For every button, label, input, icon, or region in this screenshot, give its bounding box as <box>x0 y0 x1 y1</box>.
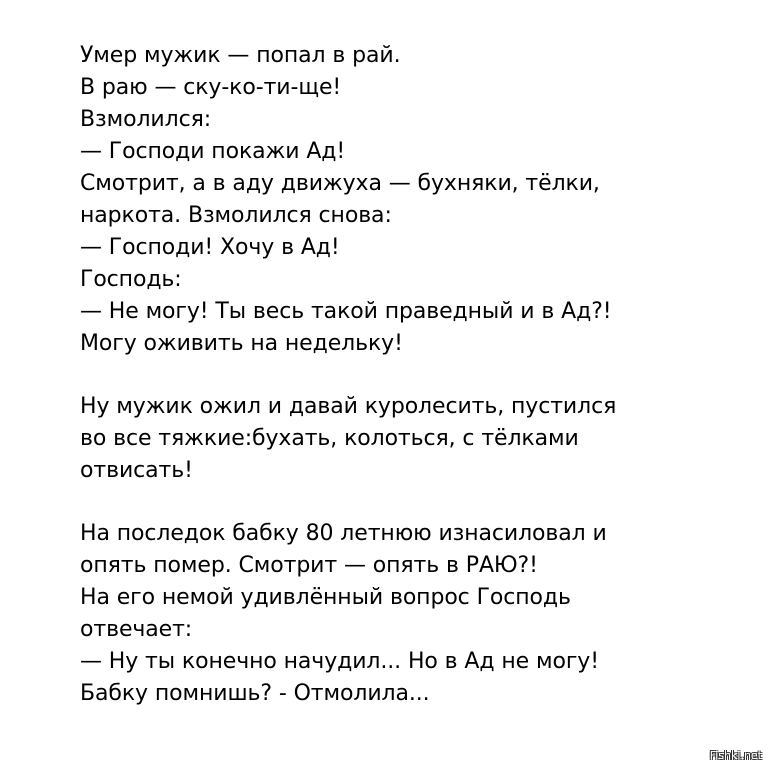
text-line: Ну мужик ожил и давай куролесить, пустился <box>80 394 617 419</box>
text-line: Могу оживить на недельку! <box>80 331 403 356</box>
text-line: Умер мужик — попал в рай. <box>80 43 401 68</box>
paragraph-gap <box>80 487 750 518</box>
text-line: — Ну ты конечно начудил... Но в Ад не могу! <box>80 649 599 674</box>
joke-text <box>80 40 750 710</box>
text-line: отвечает: <box>80 617 193 642</box>
text-line: отвисать! <box>80 458 193 483</box>
text-line: Бабку помнишь? - Отмолила... <box>80 681 430 706</box>
text-line: В раю — ску-ко-ти-ще! <box>80 75 342 100</box>
text-line: опять помер. Смотрит — опять в РАЮ?! <box>80 553 538 578</box>
paragraph-gap <box>80 360 750 391</box>
watermark-logo: Fishki.net <box>709 749 762 762</box>
text-line: Смотрит, а в аду движуха — бухняки, тёлки, <box>80 171 600 196</box>
text-line: наркота. Взмолился снова: <box>80 203 392 228</box>
text-line: во все тяжкие:бухать, колоться, с тёлками <box>80 426 579 451</box>
text-line: Господь: <box>80 267 182 292</box>
text-line: На его немой удивлённый вопрос Господь <box>80 585 571 610</box>
paragraph-1 <box>80 40 750 360</box>
text-line: На последок бабку 80 летнюю изнасиловал и <box>80 521 607 546</box>
paragraph-3 <box>80 518 750 710</box>
text-line: — Господи покажи Ад! <box>80 139 346 164</box>
text-line: — Господи! Хочу в Ад! <box>80 235 340 260</box>
text-line: Взмолился: <box>80 107 212 132</box>
text-line: — Не могу! Ты весь такой праведный и в Ад?! <box>80 299 612 324</box>
paragraph-2 <box>80 391 750 487</box>
